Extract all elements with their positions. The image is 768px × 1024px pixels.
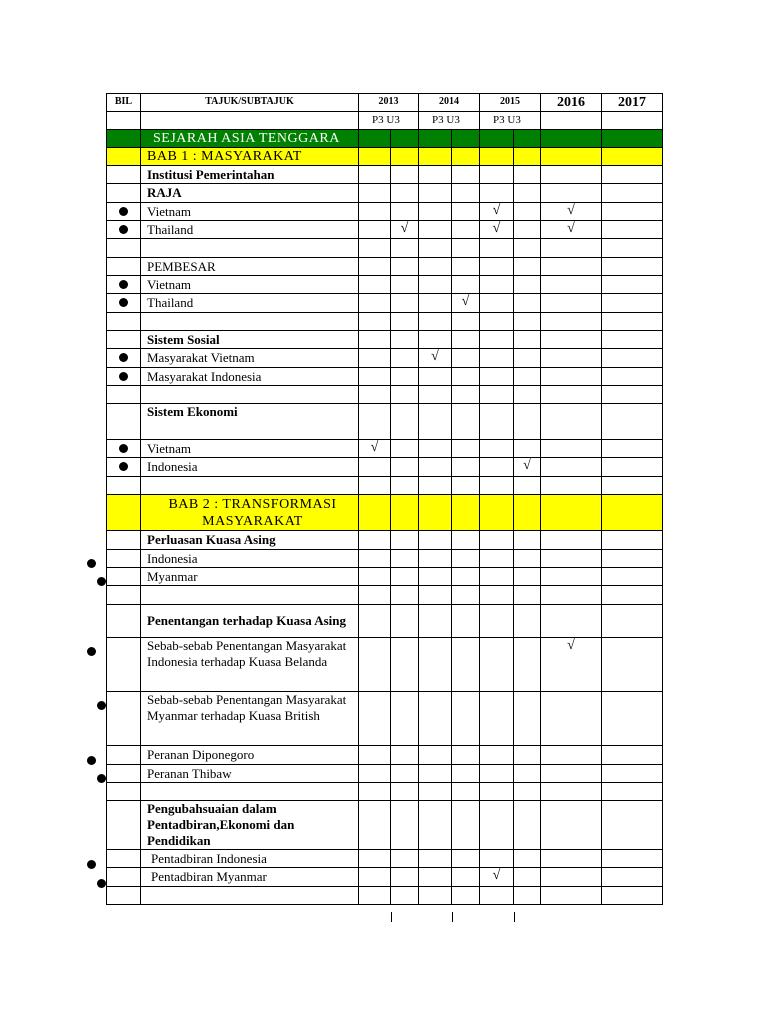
table-row: Masyarakat Vietnam √ [107, 349, 663, 368]
table-row: Vietnam √ √ [107, 203, 663, 221]
bullet-icon [119, 225, 128, 234]
table-row: Peranan Thibaw [107, 765, 663, 783]
table-row: Penentangan terhadap Kuasa Asing [107, 605, 663, 638]
header-tajuk: TAJUK/SUBTAJUK [141, 94, 359, 112]
check-mark: √ [541, 203, 602, 221]
bullet-icon [87, 860, 96, 869]
table-row [107, 239, 663, 258]
check-mark: √ [480, 868, 514, 887]
table-row: Pentadbiran Indonesia [107, 850, 663, 868]
subheader-2013: P3 U3 [359, 112, 419, 130]
header-year-2016: 2016 [541, 94, 602, 112]
table-row: Thailand √ √ √ [107, 221, 663, 239]
table-row [107, 386, 663, 404]
bullet-icon [87, 756, 96, 765]
table-row [107, 586, 663, 605]
chapter-row [107, 148, 663, 166]
chapter-row [107, 495, 663, 531]
bullet-icon [119, 353, 128, 362]
bullet-icon [87, 559, 96, 568]
bullet-icon [97, 577, 106, 586]
table-row: Thailand √ [107, 294, 663, 313]
check-mark: √ [480, 203, 514, 221]
bullet-icon [119, 462, 128, 471]
table-row [107, 477, 663, 495]
bullet-icon [119, 372, 128, 381]
table-row: Institusi Pemerintahan [107, 166, 663, 184]
check-mark: √ [541, 221, 602, 239]
bullet-icon [87, 647, 96, 656]
check-mark: √ [419, 349, 452, 368]
bullet-icon [119, 207, 128, 216]
table-row: Indonesia √ [107, 458, 663, 477]
table-row: Sistem Sosial [107, 331, 663, 349]
divider [514, 912, 515, 922]
table-row: Sistem Ekonomi [107, 404, 663, 440]
header-year-2013: 2013 [359, 94, 419, 112]
divider [391, 912, 392, 922]
table-row: Peranan Diponegoro [107, 746, 663, 765]
table-row [107, 887, 663, 905]
bullet-icon [97, 774, 106, 783]
table-row: Myanmar [107, 568, 663, 586]
check-mark: √ [480, 221, 514, 239]
header-bil: BIL [107, 94, 141, 112]
section-title: SEJARAH ASIA TENGGARA [153, 131, 340, 146]
check-mark: √ [359, 440, 391, 458]
table-row: Perluasan Kuasa Asing [107, 531, 663, 550]
subheader-2014: P3 U3 [419, 112, 480, 130]
table-row: Pengubahsuaian dalam Pentadbiran,Ekonomi dan Pendidikan [107, 801, 663, 850]
bullet-icon [119, 298, 128, 307]
header-year-2017: 2017 [602, 94, 663, 112]
table-row: Pentadbiran Myanmar √ [107, 868, 663, 887]
table-row: Indonesia [107, 550, 663, 568]
bullet-icon [119, 444, 128, 453]
table-row: PEMBESAR [107, 258, 663, 276]
subheader-2015: P3 U3 [480, 112, 541, 130]
table-row: Sebab-sebab Penentangan Masyarakat Myanmar terhadap Kuasa British [107, 692, 663, 746]
table-row: RAJA [107, 184, 663, 203]
table-row: Masyarakat Indonesia [107, 368, 663, 386]
table-row: Vietnam √ [107, 440, 663, 458]
header-year-2014: 2014 [419, 94, 480, 112]
bullet-icon [97, 701, 106, 710]
header-year-2015: 2015 [480, 94, 541, 112]
divider [452, 912, 453, 922]
syllabus-table [106, 93, 663, 905]
check-mark: √ [514, 458, 541, 477]
chapter-title: BAB 1 : MASYARAKAT [147, 149, 302, 164]
chapter-title: BAB 2 : TRANSFORMASI MASYARAKAT [168, 496, 337, 529]
subheader-row [107, 112, 663, 130]
check-mark: √ [391, 221, 419, 239]
table-row [107, 783, 663, 801]
table-row: Sebab-sebab Penentangan Masyarakat Indonesia terhadap Kuasa Belanda √ [107, 638, 663, 692]
section-row [107, 130, 663, 148]
header-row [107, 94, 663, 112]
bullet-icon [119, 280, 128, 289]
check-mark: √ [541, 638, 602, 692]
table-row: Vietnam [107, 276, 663, 294]
check-mark: √ [452, 294, 480, 313]
table-row [107, 313, 663, 331]
bullet-icon [97, 879, 106, 888]
